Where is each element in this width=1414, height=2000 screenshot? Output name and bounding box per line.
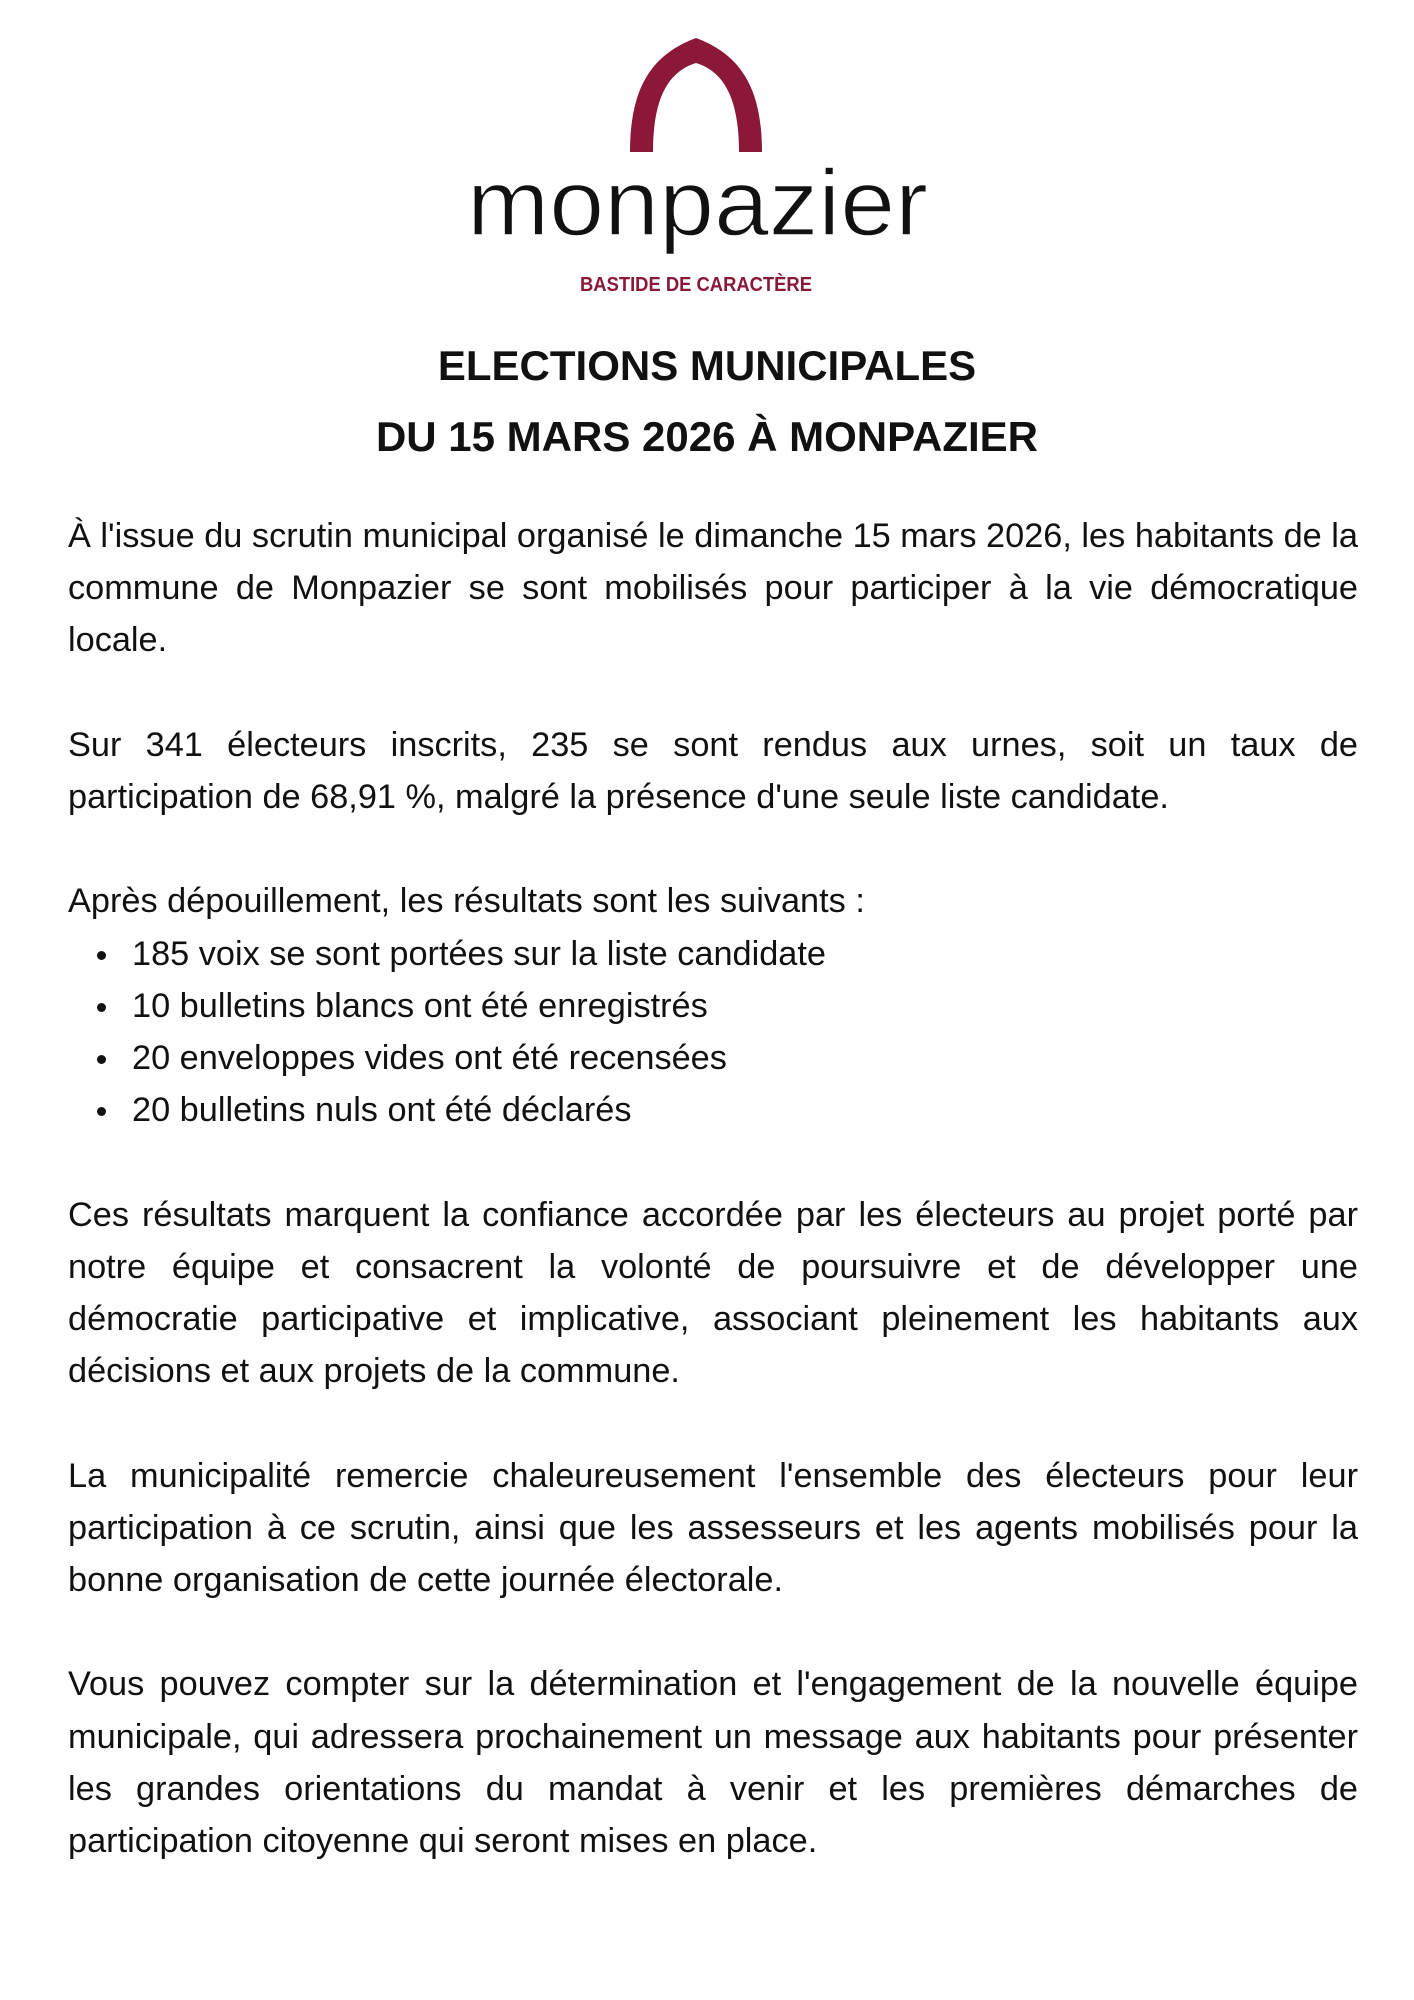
- list-item: 20 bulletins nuls ont été déclarés: [68, 1084, 1358, 1136]
- list-item: 10 bulletins blancs ont été enregistrés: [68, 980, 1358, 1032]
- paragraph-turnout: Sur 341 électeurs inscrits, 235 se sont rendus aux urnes, soit un taux de participation de 68,91 %, malgré la présence d'une seule liste candidate.: [68, 725, 1358, 816]
- paragraph-thanks: La municipalité remercie chaleureusement l'ensemble des électeurs pour leur participation à ce scrutin, ainsi que les assesseurs et les agents mobilisés pour la bonne organisation de cette journée électorale.: [68, 1456, 1358, 1599]
- logo-wordmark: monpazier: [467, 150, 928, 255]
- monpazier-logo: [0, 0, 1414, 310]
- paragraph-commitment: Vous pouvez compter sur la détermination et l'engagement de la nouvelle équipe municipale, qui adressera prochainement un message aux habitants pour présenter les grandes orientations du mandat à venir et les premières démarches de participation citoyenne qui seront mises en place.: [68, 1665, 1358, 1860]
- page-title-line-2: DU 15 MARS 2026 À MONPAZIER: [375, 413, 1039, 460]
- announcement-body: [68, 510, 1358, 1919]
- list-item: 185 voix se sont portées sur la liste candidate: [68, 928, 1358, 980]
- results-intro: Après dépouillement, les résultats sont les suivants :: [68, 882, 865, 921]
- arch-icon: [630, 38, 762, 152]
- list-item: 20 enveloppes vides ont été recensées: [68, 1032, 1358, 1084]
- paragraph-intro: À l'issue du scrutin municipal organisé le dimanche 15 mars 2026, les habitants de la commune de Monpazier se sont mobilisés pour participer à la vie démocratique locale.: [68, 517, 1358, 660]
- paragraph-confidence: Ces résultats marquent la confiance accordée par les électeurs au projet porté par notre équipe et consacrent la volonté de poursuivre et de développer une démocratie participative et implicative, associant pleinement les habitants aux décisions et aux projets de la commune.: [68, 1195, 1358, 1391]
- results-list: [68, 928, 1358, 1137]
- page-title-line-1: ELECTIONS MUNICIPALES: [437, 342, 977, 389]
- logo-tagline: BASTIDE DE CARACTÈRE: [580, 274, 833, 296]
